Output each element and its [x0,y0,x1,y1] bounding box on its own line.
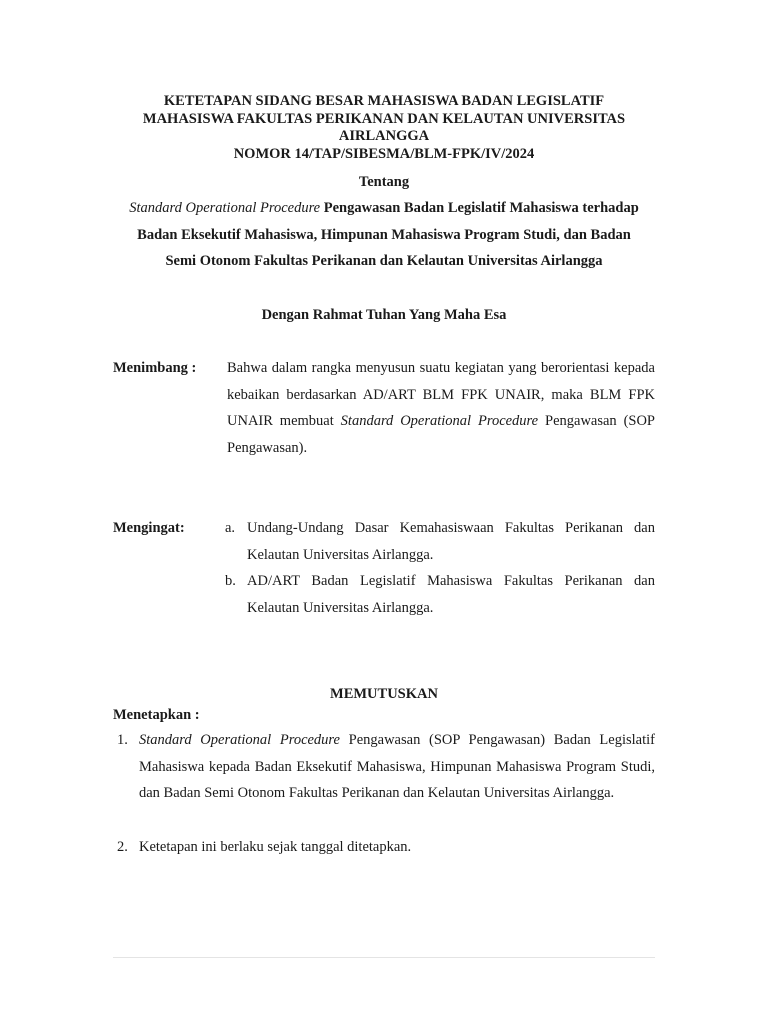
subject-line-1 [113,195,655,222]
list-marker: 2. [117,839,128,855]
list-item: Undang-Undang Dasar Kemahasiswaan Fakultas Perikanan dan Kelautan Universitas Airlangga. [247,520,655,563]
decree-subject [113,195,655,275]
list-marker: b. [225,573,236,589]
mengingat-label: Mengingat: [113,520,185,536]
title-line-2: MAHASISWA FAKULTAS PERIKANAN DAN KELAUTAN UNIVERSITAS [142,110,626,127]
list-item: Ketetapan ini berlaku sejak tanggal ditetapkan. [139,839,412,855]
list-marker: 1. [117,732,128,748]
menimbang-text [227,355,655,461]
menimbang-text-italic: Standard Operational Procedure [340,413,539,429]
list-marker: a. [225,520,236,536]
menimbang-text-before: Bahwa dalam rangka menyusun suatu kegiatan yang berorientasi kepada kebaikan berdasarkan AD/ART BLM FPK UNAIR, maka BLM FPK UNAIR membuat [227,360,655,429]
title-line-1: KETETAPAN SIDANG BESAR MAHASISWA BADAN LEGISLATIF [163,93,605,109]
blessing: Dengan Rahmat Tuhan Yang Maha Esa [261,307,507,323]
memutuskan-heading: MEMUTUSKAN [330,686,438,702]
title-line-3: AIRLANGGA [338,128,430,144]
menimbang-label: Menimbang : [113,360,197,376]
subject-line-1-text: Pengawasan Badan Legislatif Mahasiswa terhadap [320,200,639,216]
item-italic: Standard Operational Procedure [139,732,340,748]
item-text: Pengawasan (SOP Pengawasan) Badan Legislatif Mahasiswa kepada Badan Eksekutif Mahasiswa, Himpunan Mahasiswa Program Studi, dan Badan Semi Otonom Fakultas Perikanan dan Kelautan Universitas Airlangga. [139,732,655,801]
list-item: AD/ART Badan Legislatif Mahasiswa Fakultas Perikanan dan Kelautan Universitas Airlangga. [247,573,655,616]
document-title [113,93,655,163]
subject-italic: Standard Operational Procedure [129,200,321,216]
page-divider [113,957,655,958]
list-item [139,727,655,807]
about-label: Tentang [358,174,410,190]
subject-line-2: Badan Eksekutif Mahasiswa, Himpunan Mahasiswa Program Studi, dan Badan [137,226,631,243]
decree-number: NOMOR 14/TAP/SIBESMA/BLM-FPK/IV/2024 [233,145,535,162]
subject-line-3: Semi Otonom Fakultas Perikanan dan Kelautan Universitas Airlangga [165,253,603,269]
menimbang-text-after: Pengawasan (SOP Pengawasan). [227,413,655,456]
menetapkan-label: Menetapkan : [113,707,200,723]
